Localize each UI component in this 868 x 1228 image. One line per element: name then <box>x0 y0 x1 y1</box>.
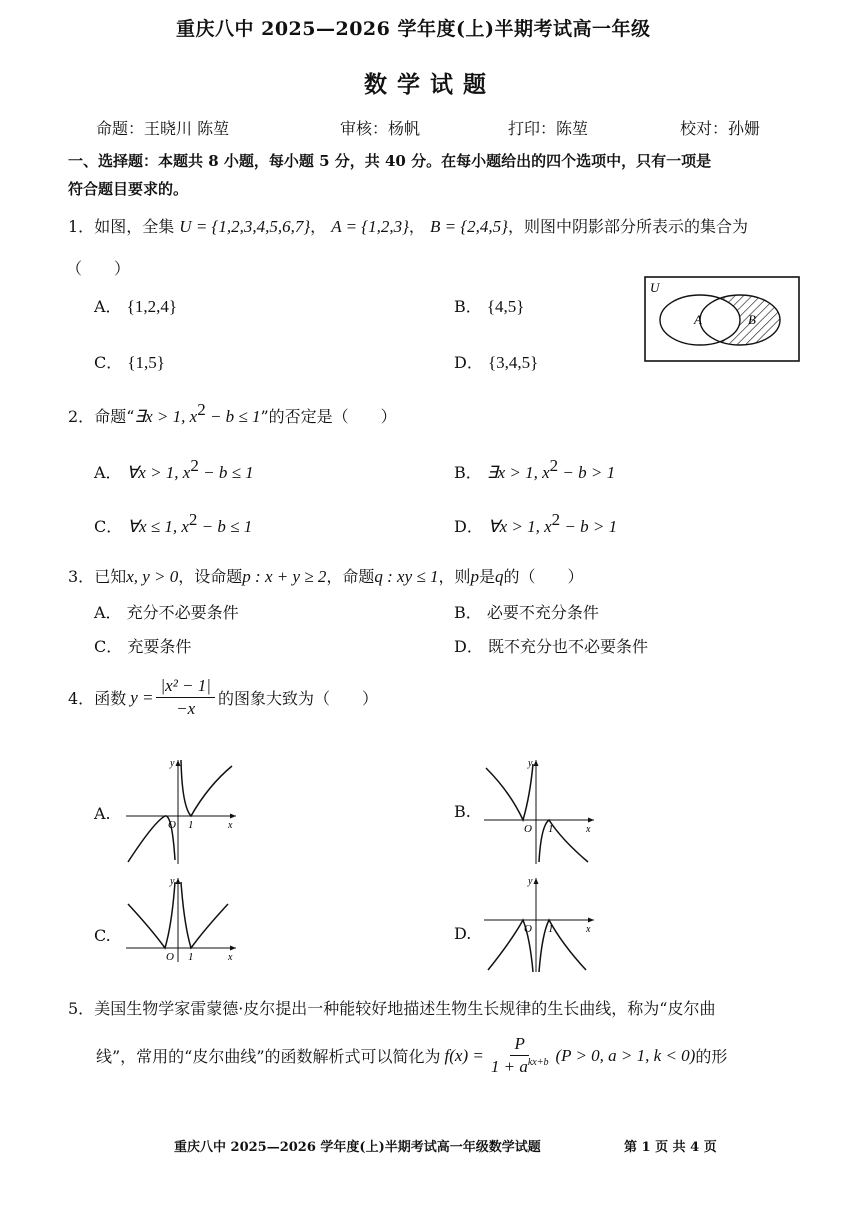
question-1-paren: （ ） <box>66 259 131 278</box>
option-2d: D． ∀x > 1, $x^2 - b > 1$ <box>454 510 618 536</box>
svg-text:x: x <box>228 952 233 963</box>
option-1a: A． {1,2,4} <box>94 297 177 316</box>
svg-text:O: O <box>168 819 176 831</box>
svg-text:x: x <box>228 820 233 831</box>
option-1b: B． {4,5} <box>454 297 525 316</box>
question-1-stem: 1．如图，全集 U = {1,2,3,4,5,6,7}， A = {1,2,3}， B = {2,4,5}，则图中阴影部分所表示的集合为 <box>68 217 748 236</box>
option-1d: D． {3,4,5} <box>454 353 539 372</box>
svg-text:x: x <box>586 824 591 835</box>
credit-proof: 校对：孙姗 <box>680 119 761 138</box>
credit-review: 审核：杨帆 <box>340 119 421 138</box>
option-4b-label: B. <box>454 802 471 821</box>
svg-text:1: 1 <box>548 923 554 935</box>
svg-text:O: O <box>166 951 174 963</box>
graph-option-b <box>482 756 598 866</box>
svg-text:O: O <box>524 923 532 935</box>
svg-text:B: B <box>748 312 756 327</box>
svg-text:1: 1 <box>188 819 194 831</box>
section-heading-cont: 符合题目要求的。 <box>68 180 189 198</box>
option-3d: D． 既不充分也不必要条件 <box>454 637 648 656</box>
credit-author: 命题：王晓川 陈堃 <box>96 119 230 138</box>
option-3a: A． 充分不必要条件 <box>94 603 239 622</box>
pearl-curve-fraction: $\frac{P}{1 + a^{kx+b}}$ <box>490 1034 549 1076</box>
set-u: U = {1,2,3,4,5,6,7} <box>179 217 311 236</box>
function-fraction: $\frac{\text{|x² − 1|}}{-x}$ <box>156 676 214 719</box>
option-3c: C． 充要条件 <box>94 637 192 656</box>
exam-subtitle: 数学试题 <box>364 71 496 98</box>
svg-text:A: A <box>694 312 702 327</box>
question-number: 1． <box>68 217 95 236</box>
footer-page-number: 第 1 页 共 4 页 <box>624 1140 717 1155</box>
option-2b: B． ∃x > 1, $x^2 - b > 1$ <box>454 456 616 482</box>
svg-text:1: 1 <box>548 823 554 835</box>
question-4-stem: 4． 函数 y = $\frac{\text{|x² − 1|}}{-x}$ 的图象大致为（ ） <box>68 676 378 718</box>
question-5-stem-line2: 线”，常用的“皮尔曲线”的函数解析式可以简化为 f(x) = $\frac{P}{1 + a^{kx+b}}$ (P > 0, a > 1, k < 0) 的形 <box>96 1034 728 1076</box>
svg-text:y: y <box>170 876 175 887</box>
svg-text:y: y <box>528 758 533 769</box>
venn-diagram <box>644 276 800 362</box>
question-2-stem: 2．命题“∃x > 1, $x^2 - b \le 1$”的否定是（ ） <box>68 400 397 426</box>
question-5-stem-line1: 5．美国生物学家雷蒙德·皮尔提出一种能较好地描述生物生长规律的生长曲线，称为“皮尔曲 <box>68 999 716 1018</box>
svg-text:1: 1 <box>188 951 194 963</box>
option-1c: C． {1,5} <box>94 353 165 372</box>
option-2a: A． ∀x > 1, $x^2 - b \le 1$ <box>94 456 254 482</box>
svg-text:y: y <box>528 876 533 887</box>
graph-option-c <box>124 874 240 964</box>
option-4c-label: C. <box>94 926 111 945</box>
option-2c: C． ∀x ≤ 1, $x^2 - b \le 1$ <box>94 510 253 536</box>
svg-text:O: O <box>524 823 532 835</box>
svg-text:x: x <box>586 924 591 935</box>
question-3-stem: 3．已知x, y > 0，设命题p : x + y ≥ 2，命题q : xy ≤ 1，则p是q的（ ） <box>68 567 584 586</box>
option-4a-label: A. <box>94 804 111 823</box>
option-4d-label: D. <box>454 924 472 943</box>
footer-exam-name: 重庆八中 2025—2026 学年度(上)半期考试高一年级数学试题 <box>174 1140 541 1155</box>
graph-option-a <box>124 756 240 866</box>
graph-option-d <box>482 874 598 974</box>
section-heading: 一、选择题：本题共 8 小题，每小题 5 分，共 40 分。在每小题给出的四个选项中，只有一项是 <box>68 152 712 170</box>
credit-print: 打印：陈堃 <box>508 119 589 138</box>
exam-title: 重庆八中 2025—2026 学年度(上)半期考试高一年级 <box>176 18 651 40</box>
set-a: A = {1,2,3} <box>331 217 409 236</box>
svg-text:U: U <box>650 280 660 295</box>
set-b: B = {2,4,5} <box>430 217 508 236</box>
option-3b: B． 必要不充分条件 <box>454 603 599 622</box>
svg-text:y: y <box>170 758 175 769</box>
